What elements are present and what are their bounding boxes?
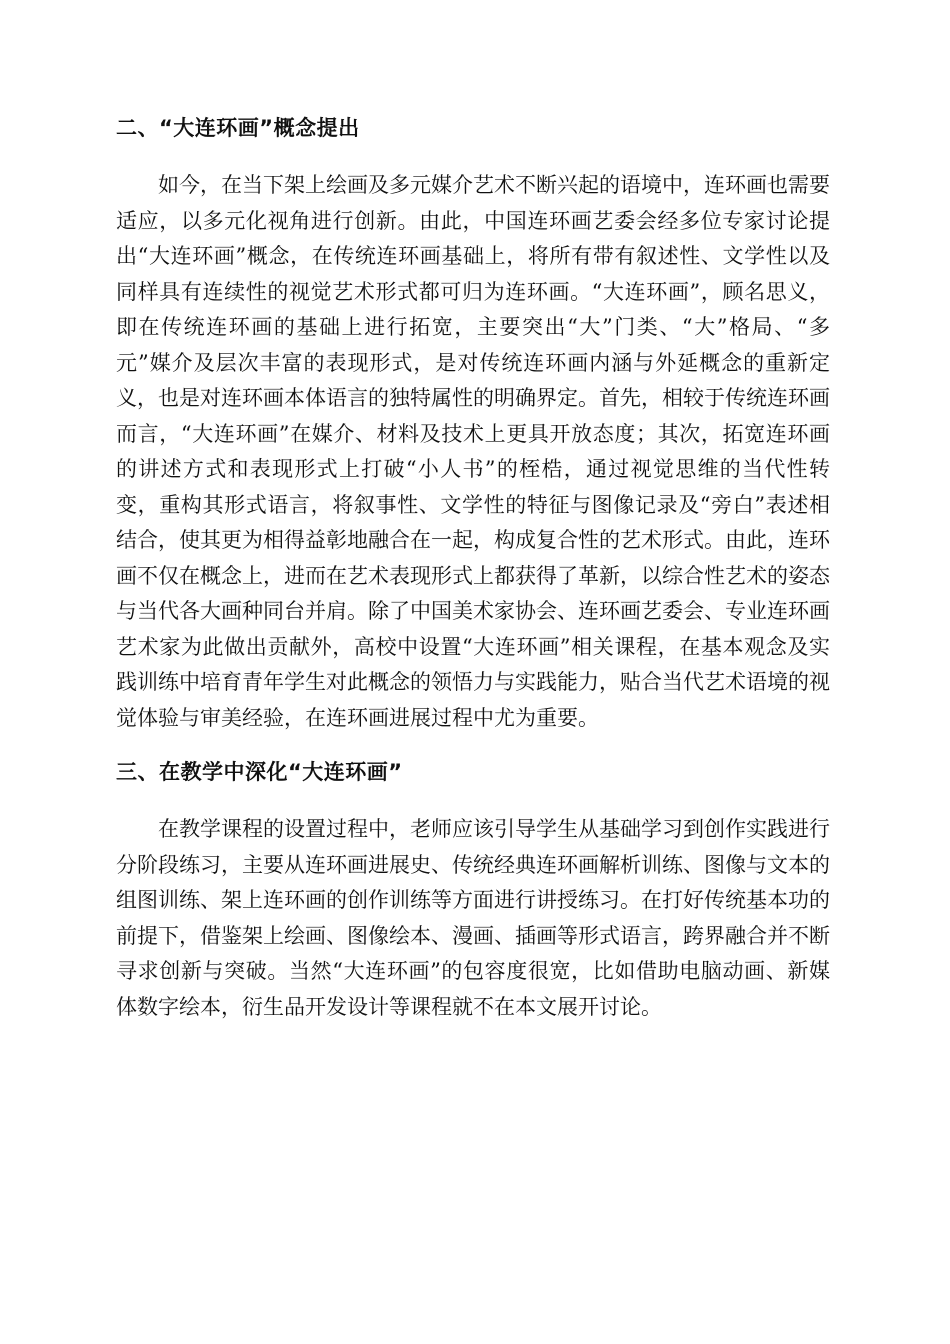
section-2-paragraph: 如今，在当下架上绘画及多元媒介艺术不断兴起的语境中，连环画也需要适应，以多元化视角进行创新。由此，中国连环画艺委会经多位专家讨论提出“大连环画”概念，在传统连环画基础上，将所有带有叙述性、文学性以及同样具有连续性的视觉艺术形式都可归为连环画。“大连环画”，顾名思义，即在传统连环画的基础上进行拓宽，主要突出“大”门类、“大”格局、“多元”媒介及层次丰富的表现形式，是对传统连环画内涵与外延概念的重新定义，也是对连环画本体语言的独特属性的明确界定。首先，相较于传统连环画而言，“大连环画”在媒介、材料及技术上更具开放态度；其次，拓宽连环画的讲述方式和表现形式上打破“小人书”的桎梏，通过视觉思维的当代性转变，重构其形式语言，将叙事性、文学性的特征与图像记录及“旁白”表述相结合，使其更为相得益彰地融合在一起，构成复合性的艺术形式。由此，连环画不仅在概念上，进而在艺术表现形式上都获得了革新，以综合性艺术的姿态与当代各大画种同台并肩。除了中国美术家协会、连环画艺委会、专业连环画艺术家为此做出贡献外，高校中设置“大连环画”相关课程，在基本观念及实践训练中培育青年学生对此概念的领悟力与实践能力，贴合当代艺术语境的视觉体验与审美经验，在连环画进展过程中尤为重要。: [116, 173, 830, 730]
section-3-heading: 三、在教学中深化“大连环画”: [116, 760, 403, 784]
document-page: [116, 112, 830, 1025]
section-3-paragraph: 在教学课程的设置过程中，老师应该引导学生从基础学习到创作实践进行分阶段练习，主要从连环画进展史、传统经典连环画解析训练、图像与文本的组图训练、架上连环画的创作训练等方面进行讲授练习。在打好传统基本功的前提下，借鉴架上绘画、图像绘本、漫画、插画等形式语言，跨界融合并不断寻求创新与突破。当然“大连环画”的包容度很宽，比如借助电脑动画、新媒体数字绘本，衍生品开发设计等课程就不在本文展开讨论。: [116, 817, 830, 1019]
section-2-heading: 二、“大连环画”概念提出: [116, 116, 360, 140]
